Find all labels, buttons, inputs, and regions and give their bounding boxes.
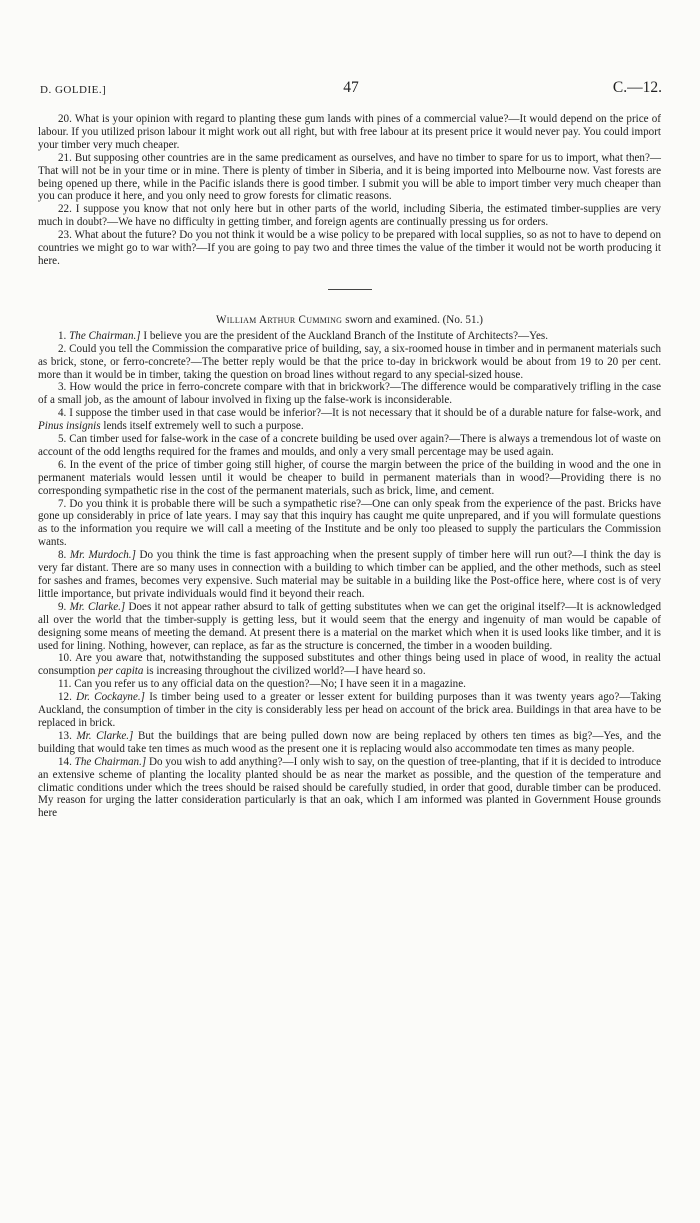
speaker-label: The Chairman.] (69, 329, 141, 342)
question-number: 9. (58, 600, 67, 613)
question-text: Can timber used for false-work in the case of a concrete building be used over again?—There is always a tremendous lot of waste on account of the odd lengths required for the frames and moulds, and only a very small percentage may be used again. (38, 433, 661, 458)
speaker-label: Mr. Murdoch.] (69, 549, 136, 562)
question-number: 5. (58, 433, 67, 446)
question-text: But the buildings that are being pulled down now are being replaced by others ten times as big?—Yes, and the building that would take ten times as much wood as the present one it is replacing would also accommodate ten times as many people. (38, 729, 662, 755)
witness-name: William Arthur Cumming (216, 313, 343, 326)
header-witness-name: D. GOLDIE.] (40, 84, 107, 96)
question-number: 10. (58, 652, 72, 665)
question-paragraph: 20. What is your opinion with regard to planting these gum lands with pines of a commercial value?—It would depend on the price of labour. If you utilized prison labour it might work out all right, but with free labour at its present price it would never pay. You could import your timber very much cheaper. (38, 113, 661, 151)
speaker-label: Mr. Clarke.] (76, 729, 134, 742)
italic-term: Pinus insignis (38, 420, 101, 433)
question-number: 7. (58, 497, 67, 510)
question-text: I believe you are the president of the Auckland Branch of the Institute of Architects?—Yes. (143, 329, 549, 342)
question-number: 14. (58, 755, 72, 768)
question-paragraph (38, 498, 661, 550)
question-number: 11. (58, 678, 72, 691)
question-number: 12. (58, 691, 72, 704)
speaker-label: Mr. Clarke.] (69, 600, 126, 613)
question-paragraph (38, 730, 661, 756)
question-paragraph (38, 652, 661, 678)
question-paragraph (38, 459, 661, 498)
witness-heading-rest: sworn and examined. (No. 51.) (345, 313, 483, 326)
page-header (40, 76, 662, 98)
speaker-label: The Chairman.] (74, 755, 147, 768)
speaker-label: Dr. Cockayne.] (76, 691, 145, 704)
question-paragraph: 22. I suppose you know that not only here but in other parts of the world, including Siberia, the estimated timber-supplies are very much in doubt?—We have no difficulty in getting timber, and foreign agents are continually pressing us for orders. (38, 203, 661, 229)
question-paragraph (38, 691, 661, 730)
question-number: 4. (58, 407, 67, 420)
question-paragraph (38, 601, 661, 653)
question-number: 8. (58, 549, 67, 562)
page-body (38, 113, 661, 820)
page-number: 47 (343, 79, 359, 96)
evidence-section-2 (38, 330, 661, 820)
question-text-continued: lends itself extremely well to such a purpose. (103, 420, 304, 433)
document-reference: C.—12. (612, 79, 662, 96)
question-text: Is timber being used to a greater or lesser extent for building purposes than it was twenty years ago?—Taking Auckland, the consumption of timber in the city is considerably less per head on account of the brick area. Buildings in that area have to be replaced in brick. (38, 691, 661, 729)
question-text: Do you wish to add anything?—I only wish to say, on the question of tree-planting, that if it is decided to introduce an extensive scheme of planting the locality planted should be as near the market as possible, and the question of the temperature and climatic conditions under which the trees should be raised should be carefully studied, in order that good, durable timber can be produced. My reason for urging the latter consideration particularly is that an oak, which I am informed was planted in Government House grounds here (38, 755, 661, 820)
question-number: 1. (58, 329, 67, 342)
evidence-section-1 (38, 113, 661, 268)
question-text: I suppose the timber used in that case would be inferior?—It is not necessary that it should be of a durable nature for false-work, and (69, 407, 661, 420)
italic-term: per capita (98, 665, 144, 678)
question-number: 2. (58, 342, 67, 355)
question-number: 13. (58, 729, 72, 742)
question-paragraph: 23. What about the future? Do you not think it would be a wise policy to be prepared with local supplies, so as not to have to depend on countries we might go to war with?—If you are going to pay two and three times the value of the timber it would not be worth producing it here. (38, 229, 661, 267)
question-text: Do you think it is probable there will be such a sympathetic rise?—One can only speak from the experience of the past. Bricks have gone up considerably in price of late years. I may say that this inquiry has caught me quite unprepared, and if you will formulate questions as to the information you require we will call a meeting of the Institute and be only too pleased to supply the particulars the Commission wants. (38, 497, 661, 549)
question-text: Are you aware that, notwithstanding the supposed substitutes and other things being used in place of wood, in reality the actual consumption (38, 652, 661, 678)
question-text: Could you tell the Commission the comparative price of building, say, a six-roomed house in timber and in permanent materials such as brick, stone, or ferro-concrete?—The better reply would be that the price to-day in brickwork would be about from 19 to 20 per cent. more than it would be in timber, taking the question on broad lines without regard to any special-sized house. (38, 342, 661, 381)
question-paragraph (38, 343, 661, 382)
question-number: 3. (58, 381, 67, 394)
question-number: 6. (58, 458, 67, 471)
question-paragraph (38, 407, 661, 433)
question-paragraph (38, 433, 661, 459)
question-text: Can you refer us to any official data on the question?—No; I have seen it in a magazine. (74, 678, 466, 691)
question-paragraph (38, 678, 661, 691)
question-text-continued: is increasing throughout the civilized world?—I have heard so. (146, 665, 426, 678)
question-text: Do you think the time is fast approaching when the present supply of timber here will run out?—I think the day is very far distant. There are so many uses in connection with a building to which timber can be applied, and the other methods, such as steel for sashes and frames, becomes very expensive. Such material may be suitable in a building like the Post-office here, where cost is of very little importance, but private individuals would find it beyond their reach. (38, 549, 661, 600)
section-divider (328, 289, 372, 290)
question-paragraph (38, 381, 661, 407)
witness-heading (38, 314, 661, 327)
question-paragraph (38, 549, 661, 601)
question-text: Does it not appear rather absurd to talk of getting substitutes when we can get the original itself?—It is acknowledged all over the world that the timber-supply is getting less, but it would seem that the energy and ingenuity of man would be capable of designing some means of meeting the demand. At present there is a material on the market which when it is used looks like timber, and it is used for lining. Nothing, however, can replace, as far as the structure is concerned, the timber in a wooden building. (38, 600, 661, 652)
question-paragraph: 21. But supposing other countries are in the same predicament as ourselves, and have no timber to spare for us to import, what then?—That will not be in your time or in mine. There is plenty of timber in Siberia, and it is being imported into Melbourne now. Vast forests are being opened up there, while in the Pacific islands there is good timber. I submit you will be able to import timber very much cheaper than you can produce it here, and you only need to grow forests for climatic reasons. (38, 151, 661, 203)
question-text: In the event of the price of timber going still higher, of course the margin between the price of the building in wood and the one in permanent materials would lessen until it would be cheaper to build in permanent materials than in wood?—Providing there is no corresponding sympathetic rise in the cost of the permanent materials, such as brick, lime, and cement. (38, 458, 661, 497)
question-paragraph (38, 756, 661, 821)
question-paragraph (38, 330, 661, 343)
question-text: How would the price in ferro-concrete compare with that in brickwork?—The difference would be comparatively trifling in the case of a small job, as the amount of labour involved in fixing up the false-work is inconsiderable. (38, 381, 661, 407)
